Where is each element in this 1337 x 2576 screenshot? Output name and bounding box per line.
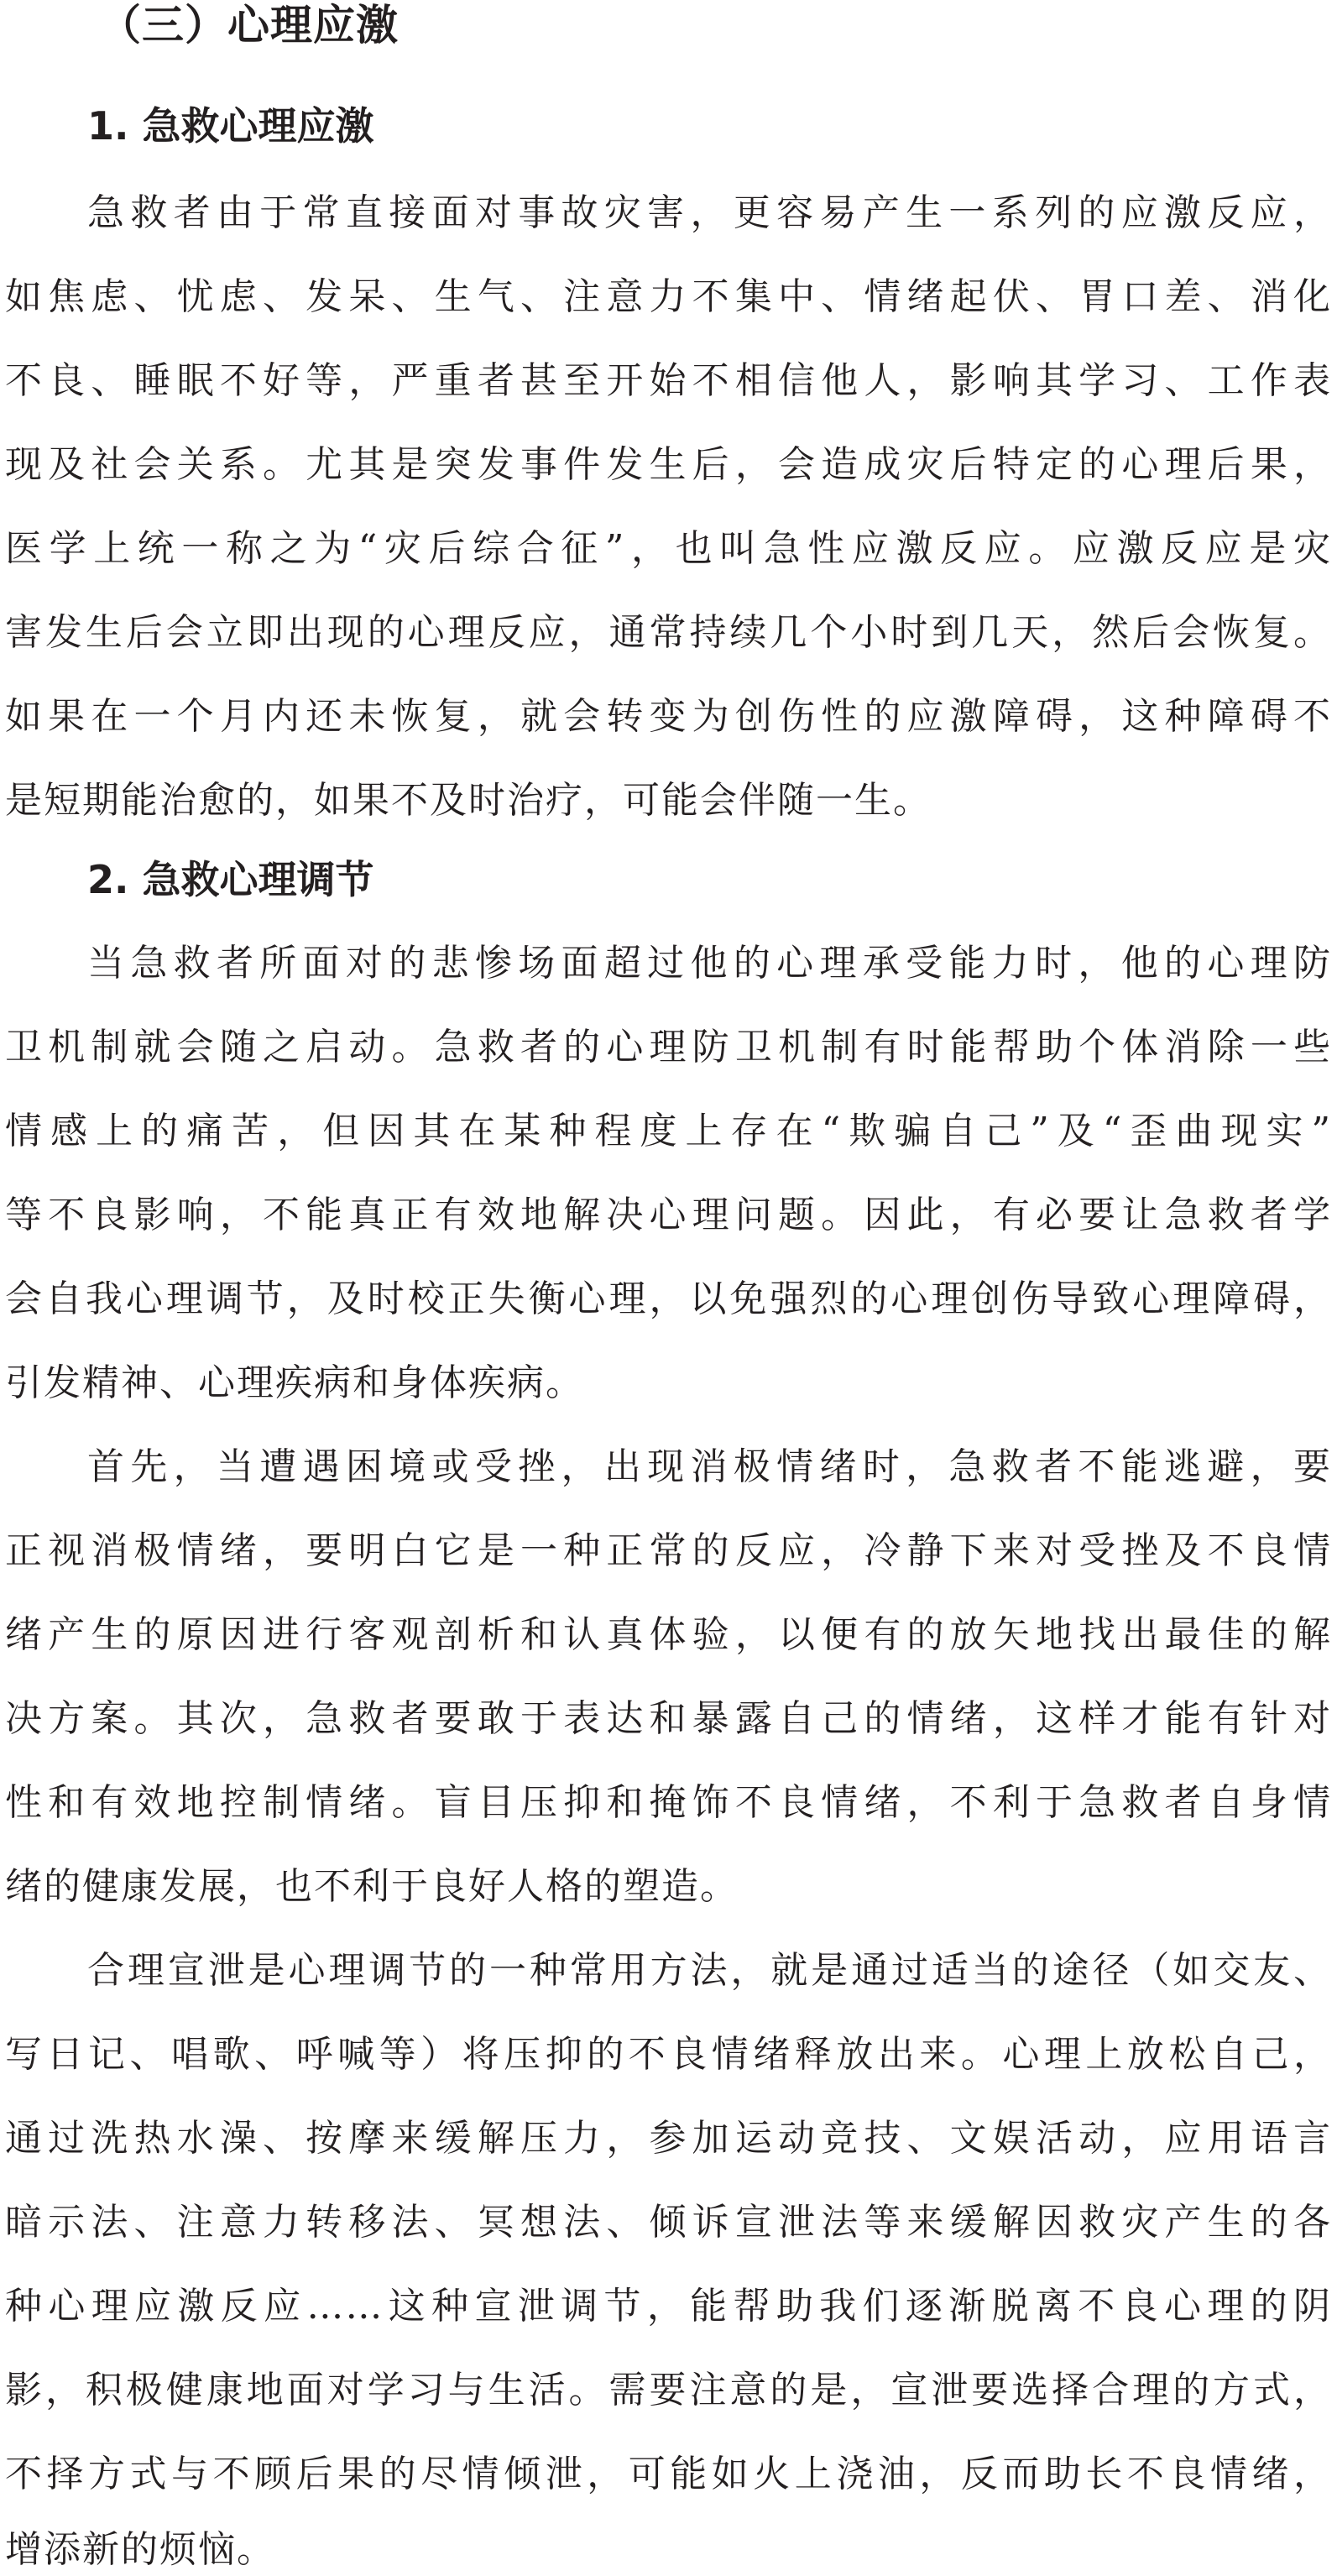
- text-line: 增添新的烦恼。: [5, 2528, 275, 2571]
- text-line: 决方案。其次，急救者要敢于表达和暴露自己的情绪，这样才能有针对: [5, 1697, 1332, 1740]
- text-line: 引发精神、心理疾病和身体疾病。: [5, 1361, 584, 1404]
- text-line: 绪产生的原因进行客观剖析和认真体验，以便有的放矢地找出最佳的解: [5, 1613, 1332, 1656]
- text-line: 等不良影响，不能真正有效地解决心理问题。因此，有必要让急救者学: [5, 1194, 1332, 1236]
- text-line: 当急救者所面对的悲惨场面超过他的心理承受能力时，他的心理防: [87, 942, 1332, 985]
- text-line: 卫机制就会随之启动。急救者的心理防卫机制有时能帮助个体消除一些: [5, 1026, 1332, 1069]
- text-line: 正视消极情绪，要明白它是一种正常的反应，冷静下来对受挫及不良情: [5, 1529, 1332, 1572]
- text-line: 绪的健康发展，也不利于良好人格的塑造。: [5, 1865, 739, 1908]
- subsection-title-emergency-stress: 1. 急救心理应激: [87, 103, 374, 149]
- text-line: 暗示法、注意力转移法、冥想法、倾诉宣泄法等来缓解因救灾产生的各: [5, 2201, 1332, 2244]
- text-line: 急救者由于常直接面对事故灾害，更容易产生一系列的应激反应，: [87, 191, 1332, 234]
- text-line: 医学上统一称之为“灾后综合征”，也叫急性应激反应。应激反应是灾: [5, 527, 1332, 570]
- text-line: 如焦虑、忧虑、发呆、生气、注意力不集中、情绪起伏、胃口差、消化: [5, 275, 1332, 318]
- text-line: 是短期能治愈的，如果不及时治疗，可能会伴随一生。: [5, 779, 932, 822]
- text-line: 首先，当遭遇困境或受挫，出现消极情绪时，急救者不能逃避，要: [87, 1445, 1332, 1488]
- text-line: 现及社会关系。尤其是突发事件发生后，会造成灾后特定的心理后果，: [5, 443, 1332, 486]
- subsection-title-emergency-adjustment: 2. 急救心理调节: [87, 857, 374, 902]
- text-line: 影，积极健康地面对学习与生活。需要注意的是，宣泄要选择合理的方式，: [5, 2369, 1332, 2411]
- text-line: 通过洗热水澡、按摩来缓解压力，参加运动竞技、文娱活动，应用语言: [5, 2117, 1332, 2160]
- text-line: 害发生后会立即出现的心理反应，通常持续几个小时到几天，然后会恢复。: [5, 611, 1332, 654]
- text-line: 合理宣泄是心理调节的一种常用方法，就是通过适当的途径（如交友、: [87, 1949, 1332, 1992]
- text-line: 情感上的痛苦，但因其在某种程度上存在“欺骗自己”及“歪曲现实”: [5, 1110, 1332, 1152]
- section-title: （三）心理应激: [99, 1, 399, 50]
- text-line: 如果在一个月内还未恢复，就会转变为创伤性的应激障碍，这种障碍不: [5, 695, 1332, 738]
- text-line: 不良、睡眠不好等，严重者甚至开始不相信他人，影响其学习、工作表: [5, 359, 1332, 402]
- text-line: 不择方式与不顾后果的尽情倾泄，可能如火上浇油，反而助长不良情绪，: [5, 2453, 1332, 2495]
- text-line: 写日记、唱歌、呼喊等）将压抑的不良情绪释放出来。心理上放松自己，: [5, 2033, 1332, 2076]
- text-line: 会自我心理调节，及时校正失衡心理，以免强烈的心理创伤导致心理障碍，: [5, 1278, 1332, 1320]
- text-line: 性和有效地控制情绪。盲目压抑和掩饰不良情绪，不利于急救者自身情: [5, 1781, 1332, 1824]
- text-line: 种心理应激反应……这种宣泄调节，能帮助我们逐渐脱离不良心理的阴: [5, 2285, 1332, 2328]
